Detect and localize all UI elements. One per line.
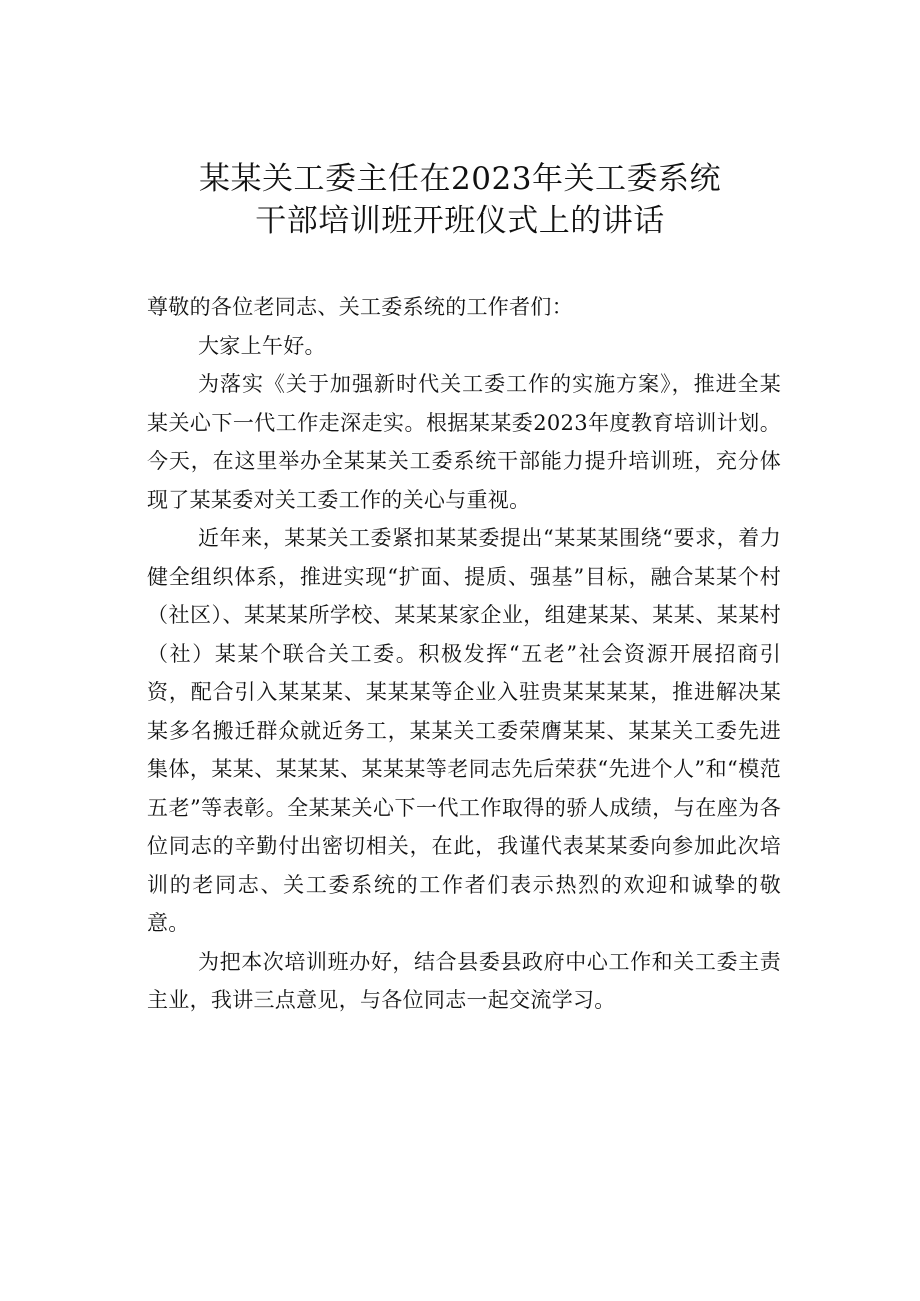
salutation: 尊敬的各位老同志、关工委系统的工作者们：	[147, 295, 573, 319]
document-body	[147, 288, 781, 1020]
paragraph-purpose: 为落实《关于加强新时代关工委工作的实施方案》，推进全某某关心下一代工作走深走实。根据某某委2023年度教育培训计划。今天，在这里举办全某某关工委系统干部能力提升培训班，充分体现了某某委对关工委工作的关心与重视。	[147, 372, 781, 512]
paragraph-achievements: 近年来，某某关工委紧扣某某委提出“某某某围绕“要求，着力健全组织体系，推进实现“扩面、提质、强基”目标，融合某某个村（社区）、某某某所学校、某某某家企业，组建某某、某某、某某村（社）某某个联合关工委。积极发挥“五老”社会资源开展招商引资，配合引入某某某、某某某等企业入驻贵某某某某，推进解决某某多名搬迁群众就近务工，某某关工委荣膺某某、某某关工委先进集体，某某、某某某、某某某等老同志先后荣获“先进个人”和“模范五老”等表彰。全某某关心下一代工作取得的骄人成绩，与在座为各位同志的辛勤付出密切相关，在此，我谨代表某某委向参加此次培训的老同志、关工委系统的工作者们表示热烈的欢迎和诚挚的敬意。	[147, 526, 781, 935]
paragraph-outline: 为把本次培训班办好，结合县委县政府中心工作和关工委主责主业，我讲三点意见，与各位同志一起交流学习。	[147, 949, 781, 1012]
document-title-line-1: 某某关工委主任在2023年关工委系统	[199, 161, 721, 197]
document-title-line-2: 干部培训班开班仪式上的讲话	[255, 203, 665, 239]
paragraph-greeting: 大家上午好。	[198, 333, 326, 358]
